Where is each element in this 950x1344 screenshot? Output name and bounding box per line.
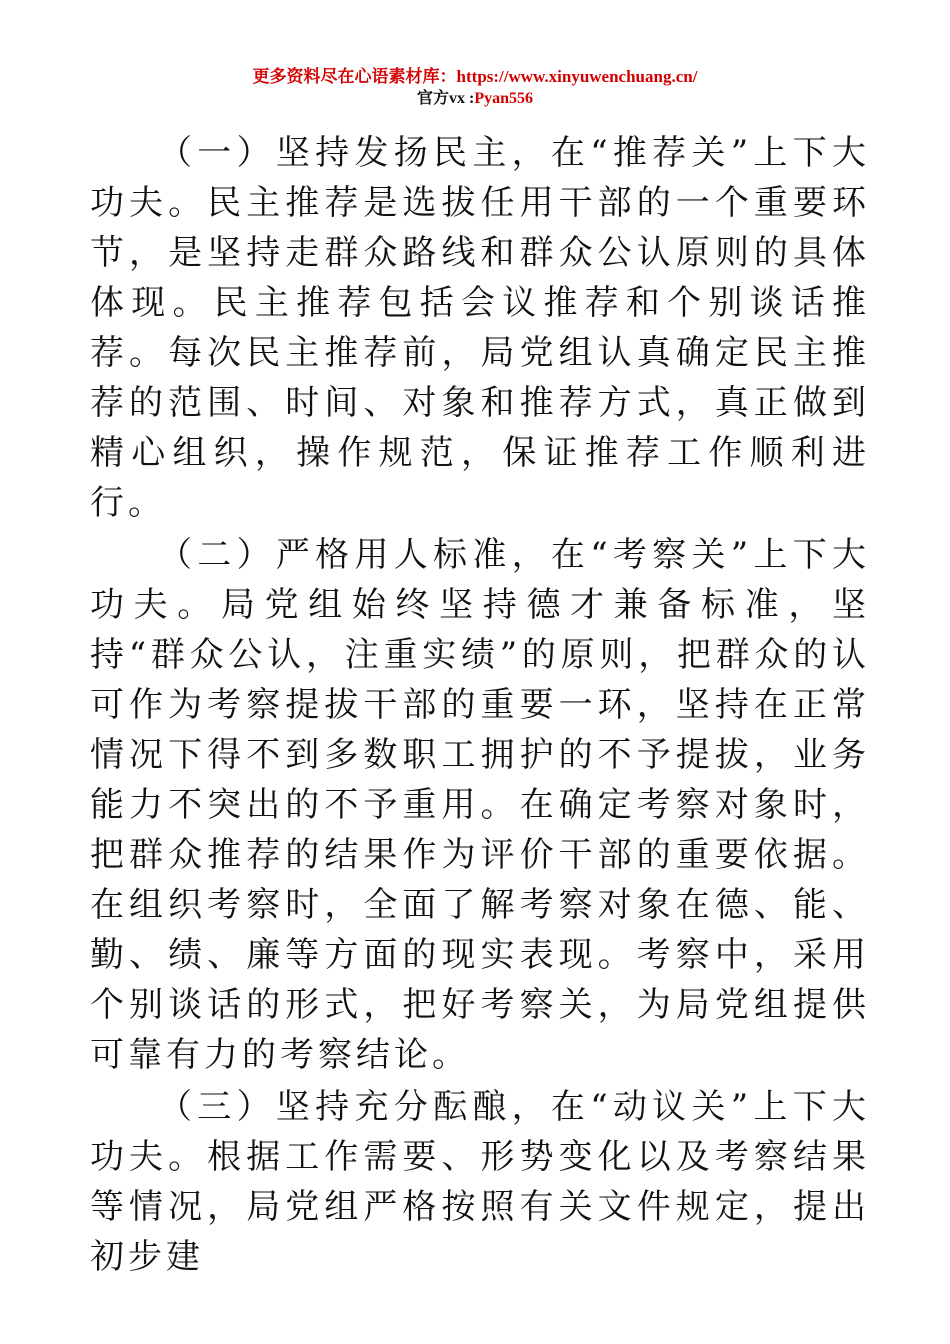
- contact-label: 官方vx :: [416, 90, 475, 107]
- paragraph-deliberation: （三）坚持充分酝酿，在“动议关”上下大功夫。根据工作需要、形势变化以及考察结果等情况，局党组严格按照有关文件规定，提出初步建: [90, 1087, 870, 1277]
- paragraph-recommendation: （一）坚持发扬民主，在“推荐关”上下大功夫。民主推荐是选拔任用干部的一个重要环节，是坚持走群众路线和群众公认原则的具体体现。民主推荐包括会议推荐和个别谈话推荐。每次民主推荐前，局党组认真确定民主推荐的范围、时间、对象和推荐方式，真正做到精心组织，操作规范，保证推荐工作顺利进行。: [90, 133, 870, 523]
- source-header: [0, 66, 950, 110]
- source-link-text: 更多资料尽在心语素材库：https://www.xinyuwenchuang.cn/: [252, 67, 698, 86]
- contact-id: Pyan556: [474, 90, 533, 107]
- paragraph-inspection: （二）严格用人标准，在“考察关”上下大功夫。局党组始终坚持德才兼备标准，坚持“群众公认，注重实绩”的原则，把群众的认可作为考察提拔干部的重要一环，坚持在正常情况下得不到多数职工拥护的不予提拔，业务能力不突出的不予重用。在确定考察对象时，把群众推荐的结果作为评价干部的重要依据。在组织考察时，全面了解考察对象在德、能、勤、绩、廉等方面的现实表现。考察中，采用个别谈话的形式，把好考察关，为局党组提供可靠有力的考察结论。: [90, 535, 870, 1075]
- official-contact: [0, 88, 950, 110]
